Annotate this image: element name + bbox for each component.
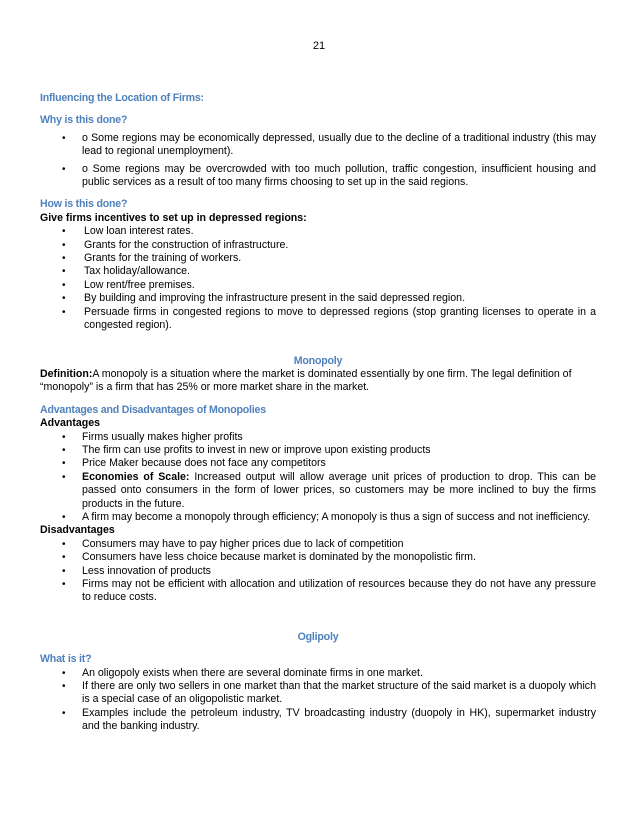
- list-item: • Price Maker because does not face any competitors: [40, 457, 596, 470]
- list-item: • Consumers may have to pay higher prices due to lack of competition: [40, 538, 596, 551]
- incentives-heading: Give firms incentives to set up in depressed regions:: [40, 211, 307, 224]
- definition-label: Definition:: [40, 367, 93, 380]
- advantages-list: [40, 431, 596, 525]
- oligopoly-list: [40, 667, 596, 734]
- list-item: • Grants for the training of workers.: [40, 252, 596, 265]
- definition-text: A monopoly is a situation where the market is dominated essentially by one firm. The legal definition of “monopoly” is a firm that has 25% or more market share in the market.: [40, 367, 572, 394]
- list-item: • Grants for the construction of infrastructure.: [40, 239, 596, 252]
- how-list: [40, 225, 596, 332]
- list-item: • Economies of Scale: Increased output will allow average unit prices of production to drop. This can be passed onto consumers in the form of lower prices, so customers may be more inclined to buy the firms products in the future.: [40, 471, 596, 511]
- list-item: • By building and improving the infrastructure present in the said depressed region.: [40, 292, 596, 305]
- list-item: • A firm may become a monopoly through efficiency; A monopoly is thus a sign of success and not inefficiency.: [40, 511, 596, 524]
- what-heading: What is it?: [40, 653, 92, 666]
- list-item: • Low loan interest rates.: [40, 225, 596, 238]
- list-item: • Persuade firms in congested regions to move to depressed regions (stop granting licenses to operate in a congested region).: [40, 306, 596, 333]
- list-item: • Firms may not be efficient with allocation and utilization of resources because they do not have any pressure to reduce costs.: [40, 578, 596, 605]
- disadvantages-heading: Disadvantages: [40, 524, 115, 537]
- adv-dis-heading: Advantages and Disadvantages of Monopolies: [40, 403, 266, 416]
- list-item: • If there are only two sellers in one market than that the market structure of the said market is a duopoly which is a special case of an oligopolistic market.: [40, 680, 596, 707]
- list-item: • o Some regions may be overcrowded with too much pollution, traffic congestion, insufficient housing and public services as a result of too many firms choosing to set up in the said regions.: [40, 163, 596, 190]
- list-item: • Examples include the petroleum industry, TV broadcasting industry (duopoly in HK), supermarket industry and the banking industry.: [40, 707, 596, 734]
- monopoly-definition: [40, 368, 596, 395]
- page-number: 21: [312, 40, 326, 52]
- list-item: • Less innovation of products: [40, 565, 596, 578]
- list-item: • Tax holiday/allowance.: [40, 265, 596, 278]
- why-list: [40, 132, 596, 190]
- list-item: • An oligopoly exists when there are several dominate firms in one market.: [40, 667, 596, 680]
- economies-of-scale-label: Economies of Scale:: [82, 470, 190, 483]
- list-item: • Consumers have less choice because market is dominated by the monopolistic firm.: [40, 551, 596, 564]
- how-heading: How is this done?: [40, 198, 128, 211]
- list-item: • Firms usually makes higher profits: [40, 431, 596, 444]
- list-item: • The firm can use profits to invest in new or improve upon existing products: [40, 444, 596, 457]
- page-content: [40, 92, 596, 734]
- section-title-location: Influencing the Location of Firms:: [40, 92, 204, 104]
- disadvantages-list: [40, 538, 596, 605]
- list-item: • o Some regions may be economically depressed, usually due to the decline of a traditional industry (this may lead to regional unemployment).: [40, 132, 596, 159]
- advantages-heading: Advantages: [40, 417, 101, 430]
- why-heading: Why is this done?: [40, 114, 128, 127]
- list-item: • Low rent/free premises.: [40, 279, 596, 292]
- monopoly-title: Monopoly: [293, 354, 343, 367]
- oligopoly-title: Oglipoly: [297, 630, 339, 643]
